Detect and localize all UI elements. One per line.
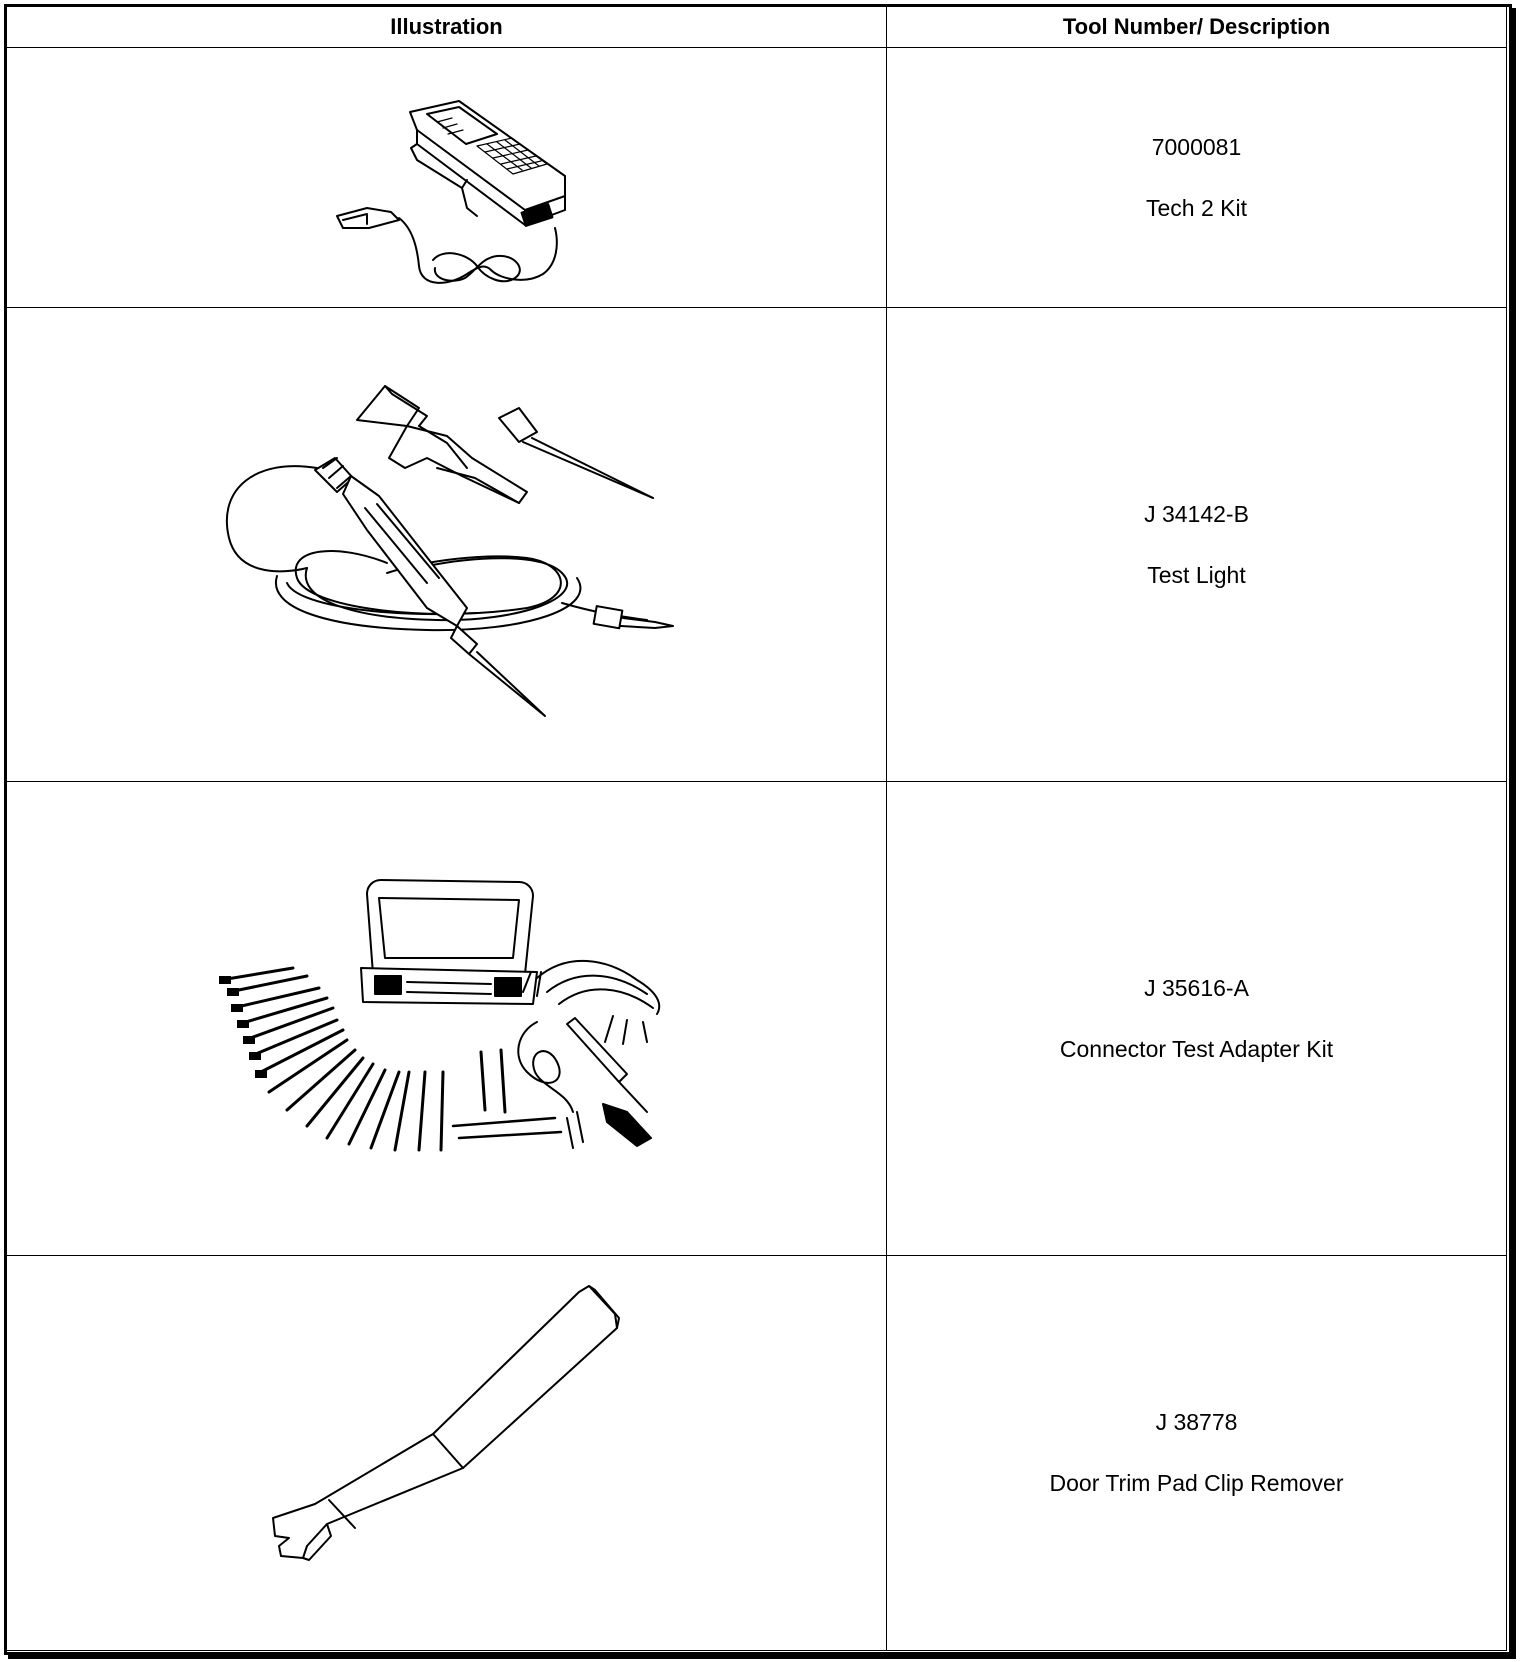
table-row [7, 48, 1507, 308]
tool-number: J 34142-B [1144, 500, 1249, 527]
tool-description: Connector Test Adapter Kit [1059, 1035, 1334, 1062]
tool-description: Tech 2 Kit [1146, 194, 1247, 221]
table-row [7, 782, 1507, 1256]
header-tool-description: Tool Number/ Description [887, 7, 1507, 48]
table-row [7, 1256, 1507, 1651]
illustration-cell [7, 308, 887, 782]
illustration-cell [7, 1256, 887, 1651]
illustration-cell [7, 48, 887, 308]
description-cell [887, 782, 1507, 1256]
special-tools-table [6, 6, 1507, 1651]
tool-number: 7000081 [1151, 133, 1242, 160]
table-header-row [7, 7, 1507, 48]
tech-2-scan-tool-icon [7, 48, 887, 308]
description-cell [887, 1256, 1507, 1651]
frame-shadow-bottom [8, 1655, 1516, 1659]
adapter-kit-case-icon [7, 782, 887, 1256]
trim-clip-remover-icon [7, 1256, 887, 1651]
frame-shadow-right [1512, 8, 1516, 1659]
illustration-cell [7, 782, 887, 1256]
tool-description: Door Trim Pad Clip Remover [1049, 1470, 1344, 1496]
tool-number: J 35616-A [1144, 974, 1249, 1001]
header-illustration: Illustration [7, 7, 887, 48]
table-row [7, 308, 1507, 782]
test-light-probe-icon [7, 308, 887, 782]
tool-description: Test Light [1147, 561, 1246, 588]
description-cell [887, 308, 1507, 782]
tool-number: J 38778 [1155, 1409, 1238, 1435]
description-cell [887, 48, 1507, 308]
